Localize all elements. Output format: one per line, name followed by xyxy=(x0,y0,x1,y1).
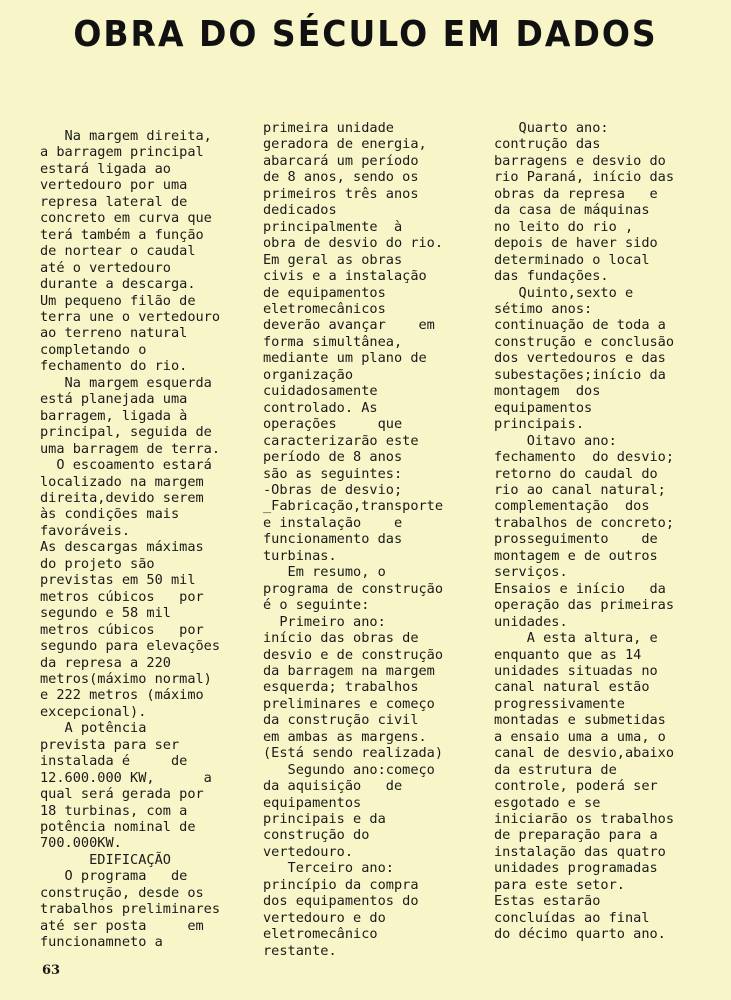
text-line: montagem e de outros xyxy=(494,547,658,564)
text-line: estará ligada ao xyxy=(40,160,171,177)
text-line: fechamento do rio. xyxy=(40,358,188,375)
text-line: Quarto ano: xyxy=(494,120,609,136)
text-line: localizado na margem xyxy=(40,473,204,490)
text-line: desvio e de construção xyxy=(263,646,444,663)
text-line: Terceiro ano: xyxy=(263,860,394,877)
text-line: A potência xyxy=(40,720,147,737)
text-column-3 xyxy=(494,120,724,943)
text-line: canal natural estão xyxy=(494,679,650,696)
text-line: As descargas máximas xyxy=(40,539,204,556)
text-line: Na margem direita, xyxy=(40,128,212,144)
text-line: até o vertedouro xyxy=(40,259,171,276)
text-line: turbinas. xyxy=(263,547,337,564)
text-line: concluídas ao final xyxy=(494,909,650,926)
text-line: construção e conclusão xyxy=(494,333,675,350)
text-line: 12.600.000 KW, a xyxy=(40,769,212,786)
text-line: trabalhos de concreto; xyxy=(494,514,675,531)
text-line: Oitavo ano: xyxy=(494,432,617,449)
text-line: princípio da compra xyxy=(263,876,419,893)
text-line: _Fabricação,transporte xyxy=(263,498,444,515)
text-line: das fundações. xyxy=(494,268,609,285)
text-line: barragem, ligada à xyxy=(40,407,188,424)
text-line: deverão avançar em xyxy=(263,317,435,334)
text-line: obra de desvio do rio. xyxy=(263,235,444,252)
text-line: são as seguintes: xyxy=(263,465,403,482)
text-line: até ser posta em xyxy=(40,917,204,934)
text-line: barragens e desvio do xyxy=(494,152,666,169)
text-line: segundo para elevações xyxy=(40,638,221,655)
text-line: mediante um plano de xyxy=(263,350,427,367)
text-line: contrução das xyxy=(494,136,601,153)
text-line: civis e a instalação xyxy=(263,268,427,285)
text-line: Segundo ano:começo xyxy=(263,761,435,778)
text-line: principalmente à xyxy=(263,218,403,235)
text-line: da barragem na margem xyxy=(263,662,435,679)
text-line: programa de construção xyxy=(263,580,444,597)
text-line: às condições mais xyxy=(40,506,180,523)
text-line: favoráveis. xyxy=(40,522,131,539)
text-line: preliminares e começo xyxy=(263,695,435,712)
text-line: de nortear o caudal xyxy=(40,243,196,260)
text-line: -Obras de desvio; xyxy=(263,481,403,498)
text-line: para este setor. xyxy=(494,876,625,893)
text-line: O programa de xyxy=(40,868,188,885)
text-line: de 8 anos, sendo os xyxy=(263,169,419,186)
text-line: da casa de máquinas xyxy=(494,202,650,219)
text-line: complementação dos xyxy=(494,498,650,515)
text-line: controlado. As xyxy=(263,399,378,416)
text-line: controle, poderá ser xyxy=(494,778,658,795)
text-line: iniciarão os trabalhos xyxy=(494,811,675,828)
text-line: rio Paraná, início das xyxy=(494,169,675,186)
page-title: OBRA DO SÉCULO EM DADOS xyxy=(73,12,658,55)
text-line: depois de haver sido xyxy=(494,235,658,252)
text-line: progressivamente xyxy=(494,695,625,712)
text-line: previstas em 50 mil xyxy=(40,572,196,589)
text-line: represa lateral de xyxy=(40,193,188,210)
text-line: durante a descarga. xyxy=(40,276,196,293)
text-line: está planejada uma xyxy=(40,391,188,408)
text-line: unidades. xyxy=(494,613,568,630)
text-line: da aquisição de xyxy=(263,778,403,795)
text-line: dos vertedouros e das xyxy=(494,350,666,367)
text-line: trabalhos preliminares xyxy=(40,901,221,918)
text-line: dos equipamentos do xyxy=(263,893,419,910)
text-column-1 xyxy=(40,128,262,951)
text-line: da estrutura de xyxy=(494,761,617,778)
text-line: Ensaios e início da xyxy=(494,580,666,597)
text-line: Primeiro ano: xyxy=(263,613,386,630)
text-line: organização xyxy=(263,366,354,383)
text-line: funcionamneto a xyxy=(40,934,163,951)
text-line: vertedouro por uma xyxy=(40,177,188,194)
text-line: subestações;início da xyxy=(494,366,666,383)
text-line: unidades programadas xyxy=(494,860,658,877)
text-line: funcionamento das xyxy=(263,531,403,548)
text-column-2 xyxy=(263,120,485,959)
text-line: geradora de energia, xyxy=(263,136,427,153)
text-line: construção, desde os xyxy=(40,884,204,901)
text-line: dedicados xyxy=(263,202,337,219)
text-line: terá também a função xyxy=(40,226,204,243)
text-line: Em resumo, o xyxy=(263,564,386,581)
text-line: canal de desvio,abaixo xyxy=(494,745,675,762)
text-line: principais e da xyxy=(263,811,386,828)
text-line: rio ao canal natural; xyxy=(494,481,666,498)
text-line: determinado o local xyxy=(494,251,650,268)
text-line: prevista para ser xyxy=(40,736,180,753)
text-line: Quinto,sexto e xyxy=(494,284,634,301)
text-line: metros(máximo normal) xyxy=(40,670,212,687)
text-line: e instalação e xyxy=(263,514,403,531)
text-line: do projeto são xyxy=(40,555,155,572)
text-line: Em geral as obras xyxy=(263,251,403,268)
page-number: 63 xyxy=(42,963,61,978)
text-line: período de 8 anos xyxy=(263,449,403,466)
text-line: instalação das quatro xyxy=(494,843,666,860)
text-line: principais. xyxy=(494,416,585,433)
text-line: eletromecânico xyxy=(263,926,378,943)
text-line: da construção civil xyxy=(263,712,419,729)
text-line: obras da represa e xyxy=(494,185,658,202)
text-line: é o seguinte: xyxy=(263,597,370,614)
text-line: potência nominal de xyxy=(40,819,196,836)
text-line: em ambas as margens. xyxy=(263,728,427,745)
text-line: 18 turbinas, com a xyxy=(40,802,188,819)
text-line: de equipamentos xyxy=(263,284,386,301)
text-line: de preparação para a xyxy=(494,827,658,844)
text-line: concreto em curva que xyxy=(40,210,212,227)
text-line: eletromecânicos xyxy=(263,300,386,317)
text-line: operações que xyxy=(263,416,403,433)
text-line: 700.000KW. xyxy=(40,835,122,852)
text-line: início das obras de xyxy=(263,630,419,647)
text-line: unidades situadas no xyxy=(494,662,658,679)
text-line: metros cúbicos por xyxy=(40,621,204,638)
text-line: direita,devido serem xyxy=(40,489,204,506)
text-line: EDIFICAÇÃO xyxy=(40,851,171,868)
text-line: sétimo anos: xyxy=(494,300,593,317)
text-line: A esta altura, e xyxy=(494,630,658,647)
text-line: Um pequeno filão de xyxy=(40,292,196,309)
text-line: terra une o vertedouro xyxy=(40,308,221,325)
text-line: instalada é de xyxy=(40,753,188,770)
text-line: restante. xyxy=(263,942,337,959)
text-line: ao terreno natural xyxy=(40,325,188,342)
text-line: montadas e submetidas xyxy=(494,712,666,729)
text-line: equipamentos xyxy=(494,399,593,416)
text-line: a ensaio uma a uma, o xyxy=(494,728,666,745)
text-line: excepcional). xyxy=(40,703,147,720)
text-line: abarcará um período xyxy=(263,152,419,169)
text-line: a barragem principal xyxy=(40,144,204,161)
text-line: do décimo quarto ano. xyxy=(494,926,666,943)
text-line: (Está sendo realizada) xyxy=(263,745,444,762)
text-line: forma simultânea, xyxy=(263,333,403,350)
text-line: O escoamento estará xyxy=(40,457,212,474)
text-line: no leito do rio , xyxy=(494,218,634,235)
text-line: primeira unidade xyxy=(263,120,394,136)
text-line: Na margem esquerda xyxy=(40,374,212,391)
text-line: principal, seguida de xyxy=(40,424,212,441)
text-line: vertedouro. xyxy=(263,843,354,860)
text-line: equipamentos xyxy=(263,794,362,811)
text-line: construção do xyxy=(263,827,370,844)
text-line: cuidadosamente xyxy=(263,383,378,400)
text-line: caracterizarão este xyxy=(263,432,419,449)
text-line: prosseguimento de xyxy=(494,531,658,548)
text-line: metros cúbicos por xyxy=(40,588,204,605)
text-line: completando o xyxy=(40,341,147,358)
text-line: Estas estarão xyxy=(494,893,601,910)
text-line: esquerda; trabalhos xyxy=(263,679,419,696)
text-line: qual será gerada por xyxy=(40,786,204,803)
text-line: primeiros três anos xyxy=(263,185,419,202)
text-line: retorno do caudal do xyxy=(494,465,658,482)
text-line: uma barragem de terra. xyxy=(40,440,221,457)
text-line: segundo e 58 mil xyxy=(40,605,171,622)
text-line: vertedouro e do xyxy=(263,909,386,926)
text-line: operação das primeiras xyxy=(494,597,675,614)
text-line: montagem dos xyxy=(494,383,601,400)
text-line: da represa a 220 xyxy=(40,654,171,671)
text-line: fechamento do desvio; xyxy=(494,449,675,466)
text-line: serviços. xyxy=(494,564,568,581)
text-line: continuação de toda a xyxy=(494,317,666,334)
text-line: e 222 metros (máximo xyxy=(40,687,204,704)
text-line: enquanto que as 14 xyxy=(494,646,642,663)
text-line: esgotado e se xyxy=(494,794,601,811)
